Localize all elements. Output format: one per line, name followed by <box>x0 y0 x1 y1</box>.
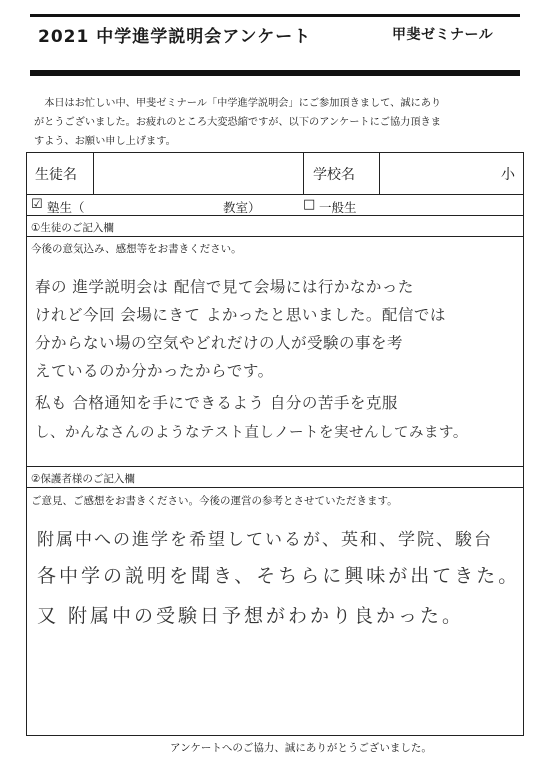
divider <box>27 215 523 216</box>
intro-text <box>34 94 514 151</box>
answer-line: し、かんなさんのようなテスト直しノートを実せんしてみます。 <box>35 425 468 441</box>
divider <box>27 466 523 467</box>
divider <box>303 153 304 194</box>
answer-line: 附属中への進学を希望しているが、英和、学院、駿台 <box>37 530 493 550</box>
divider <box>379 153 380 194</box>
footer-thanks: アンケートへのご協力、誠にありがとうございました。 <box>170 742 432 754</box>
parent-section-instruction: ご意見、ご感想をお書きください。今後の運営の参考とさせていただきます。 <box>31 495 398 507</box>
parent-answer[interactable] <box>27 513 523 733</box>
divider <box>93 153 94 194</box>
school-suffix: 小 <box>501 167 515 183</box>
answer-line: けれど今回 会場にきて よかったと思いました。配信では <box>35 306 446 324</box>
answer-line: 分からない場の空気やどれだけの人が受験の事を考 <box>35 334 404 352</box>
page-title: 2021 中学進学説明会アンケート <box>38 27 312 47</box>
intro-line: がとうございました。お疲れのところ大変恐縮ですが、以下のアンケートにご協力頂きま <box>34 117 441 128</box>
student-name-field[interactable] <box>101 164 297 186</box>
intro-line: 本日はお忙しい中、甲斐ゼミナール「中学進学説明会」にご参加頂きまして、誠にあり <box>44 98 442 109</box>
answer-line: えているのか分かったからです。 <box>35 362 274 380</box>
header <box>30 14 520 60</box>
answer-line: 私も 合格通知を手にできるよう 自分の苦手を克服 <box>35 394 398 412</box>
parent-section-title: ②保護者様のご記入欄 <box>31 473 135 485</box>
general-checkbox[interactable]: □ <box>303 197 316 212</box>
header-rule-bottom <box>30 70 520 76</box>
general-label: 一般生 <box>319 200 357 215</box>
answer-line: 春の 進学説明会は 配信で見て会場には行かなかった <box>35 278 414 296</box>
student-answer[interactable] <box>27 263 523 463</box>
student-section-title: ①生徒のご記入欄 <box>31 222 114 234</box>
school-name-label: 学校名 <box>313 167 355 183</box>
answer-line: 又 附属中の受験日予想がわかり良かった。 <box>37 605 465 627</box>
divider <box>27 194 523 195</box>
divider <box>27 236 523 237</box>
member-label: 塾生（ <box>47 200 85 215</box>
student-name-label: 生徒名 <box>35 167 77 183</box>
intro-line: すよう、お願い申し上げます。 <box>34 136 176 147</box>
divider <box>27 487 523 488</box>
brand-name: 甲斐ゼミナール <box>392 27 494 43</box>
classroom-label: 教室） <box>223 200 261 215</box>
member-checkbox[interactable]: ☑ <box>31 197 43 212</box>
answer-line: 各中学の説明を聞き、そちらに興味が出てきた。 <box>37 565 521 587</box>
survey-form <box>26 152 524 736</box>
student-section-instruction: 今後の意気込み、感想等をお書きください。 <box>31 243 242 255</box>
